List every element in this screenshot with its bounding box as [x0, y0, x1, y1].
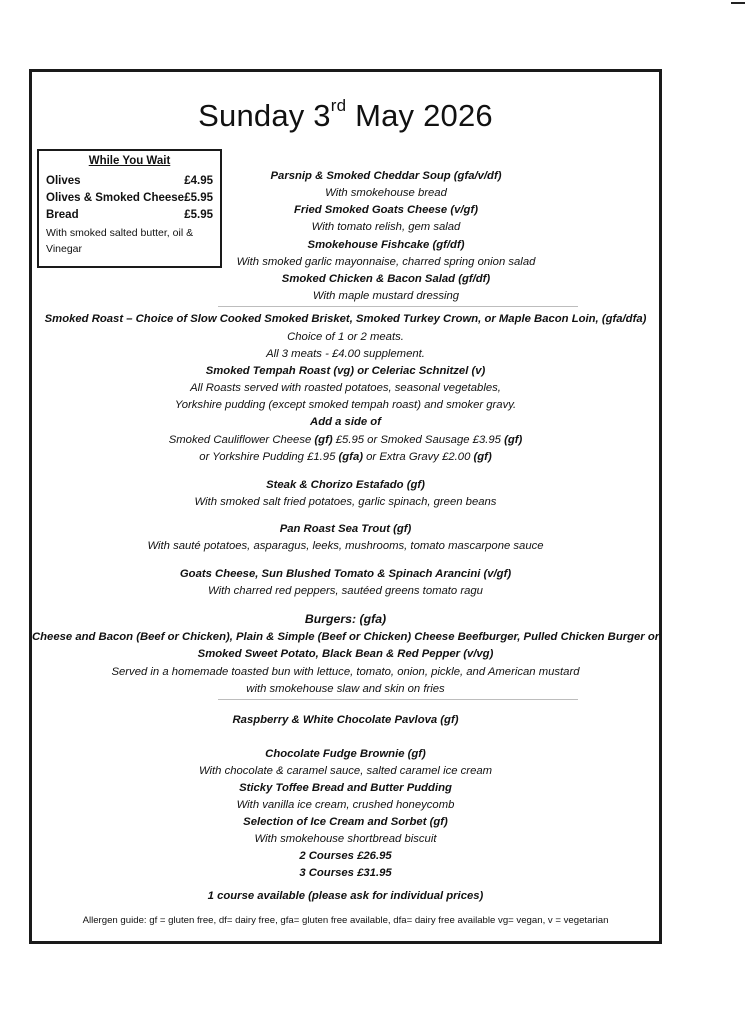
title-date: May 2026: [346, 98, 493, 133]
side-cauliflower: Smoked Cauliflower Cheese: [168, 434, 315, 446]
dessert-brownie: Chocolate Fudge Brownie (gf): [265, 748, 426, 760]
main-roast-supplement: All 3 meats - £4.00 supplement.: [266, 348, 425, 360]
dessert-pavlova: Raspberry & White Chocolate Pavlova (gf): [232, 714, 459, 726]
main-steak-desc: With smoked salt fried potatoes, garlic spinach, green beans: [194, 496, 497, 508]
menu-frame: [29, 69, 662, 944]
side-gravy-tag: (gf): [473, 451, 492, 463]
dessert-sticky-toffee: Sticky Toffee Bread and Butter Pudding: [239, 782, 452, 794]
side-yorkshire-tag: (gfa): [338, 451, 363, 463]
starter-goats-cheese-desc: With tomato relish, gem salad: [311, 221, 461, 233]
starter-chicken-salad-desc: With maple mustard dressing: [312, 290, 460, 302]
title-day: Sunday 3: [198, 98, 331, 133]
main-roast-served: All Roasts served with roasted potatoes, seasonal vegetables,: [190, 382, 501, 394]
divider-mains: [218, 699, 578, 700]
price-three-courses: 3 Courses £31.95: [299, 867, 392, 879]
dessert-ice-cream-desc: With smokehouse shortbread biscuit: [254, 833, 437, 845]
main-arancini-desc: With charred red peppers, sautéed greens tomato ragu: [208, 585, 483, 597]
scan-edge-mark: [731, 2, 745, 4]
wait-item-name: Bread: [46, 209, 79, 221]
price-single-course: 1 course available (please ask for individual prices): [207, 890, 484, 902]
burgers-title: Burgers: (gfa): [304, 612, 387, 626]
side-cauliflower-tag: (gf): [314, 434, 333, 446]
main-smoked-roast: Smoked Roast – Choice of Slow Cooked Smoked Brisket, Smoked Turkey Crown, or Maple Bacon Loin, (gfa/dfa): [44, 313, 647, 325]
starter-fishcake: Smokehouse Fishcake (gf/df): [307, 239, 465, 251]
divider-starters: [218, 306, 578, 307]
while-you-wait-title: While You Wait: [88, 155, 171, 167]
wait-item-price: £5.95: [184, 192, 213, 204]
main-veg-roast: Smoked Tempah Roast (vg) or Celeriac Schnitzel (v): [205, 365, 486, 377]
main-trout: Pan Roast Sea Trout (gf): [279, 523, 412, 535]
side-sausage-tag: (gf): [504, 434, 523, 446]
wait-item: [46, 207, 213, 224]
allergen-guide: Allergen guide: gf = gluten free, df= dairy free, gfa= gluten free available, dfa= dairy free available vg= vegan, v = vegetarian: [82, 915, 609, 926]
main-steak: Steak & Chorizo Estafado (gf): [266, 479, 425, 491]
burgers-served-2: with smokehouse slaw and skin on fries: [246, 683, 445, 695]
wait-item-name: Olives & Smoked Cheese: [46, 192, 185, 204]
wait-item-price: £4.95: [184, 175, 213, 187]
wait-item-price: £5.95: [184, 209, 213, 221]
while-you-wait-box: [37, 149, 222, 268]
dessert-brownie-desc: With chocolate & caramel sauce, salted caramel ice cream: [198, 765, 493, 777]
wait-item: [46, 190, 213, 207]
wait-bread-note: With smoked salted butter, oil & Vinegar: [46, 227, 194, 255]
title-ordinal: rd: [330, 96, 347, 115]
starter-soup: Parsnip & Smoked Cheddar Soup (gfa/v/df): [270, 170, 502, 182]
side-options-2: [32, 450, 659, 464]
burgers-options-2: Smoked Sweet Potato, Black Bean & Red Pepper (v/vg): [197, 648, 494, 660]
starter-chicken-salad: Smoked Chicken & Bacon Salad (gf/df): [281, 273, 491, 285]
main-arancini: Goats Cheese, Sun Blushed Tomato & Spinach Arancini (v/gf): [179, 568, 512, 580]
page-title: [32, 98, 659, 134]
starter-soup-desc: With smokehouse bread: [325, 187, 447, 199]
wait-item-name: Olives: [46, 175, 81, 187]
side-gravy: or Extra Gravy £2.00: [363, 451, 474, 463]
main-roast-choice: Choice of 1 or 2 meats.: [287, 331, 404, 343]
dessert-sticky-toffee-desc: With vanilla ice cream, crushed honeycomb: [236, 799, 455, 811]
wait-item: [46, 173, 213, 190]
dessert-ice-cream: Selection of Ice Cream and Sorbet (gf): [243, 816, 448, 828]
starter-goats-cheese: Fried Smoked Goats Cheese (v/gf): [294, 204, 478, 216]
burgers-options: Cheese and Bacon (Beef or Chicken), Plain & Simple (Beef or Chicken) Cheese Beefburger, Pulled Chicken Burger or: [32, 631, 660, 643]
starter-fishcake-desc: With smoked garlic mayonnaise, charred spring onion salad: [236, 256, 536, 268]
side-title: Add a side of: [310, 416, 381, 428]
side-yorkshire: or Yorkshire Pudding £1.95: [199, 451, 339, 463]
main-trout-desc: With sauté potatoes, asparagus, leeks, mushrooms, tomato mascarpone sauce: [147, 540, 544, 552]
side-sausage: £5.95 or Smoked Sausage £3.95: [332, 434, 505, 446]
burgers-served: Served in a homemade toasted bun with lettuce, tomato, onion, pickle, and American mustard: [111, 666, 580, 678]
price-two-courses: 2 Courses £26.95: [299, 850, 392, 862]
side-options-1: [32, 433, 659, 447]
main-roast-served-2: Yorkshire pudding (except smoked tempah roast) and smoker gravy.: [174, 399, 517, 411]
